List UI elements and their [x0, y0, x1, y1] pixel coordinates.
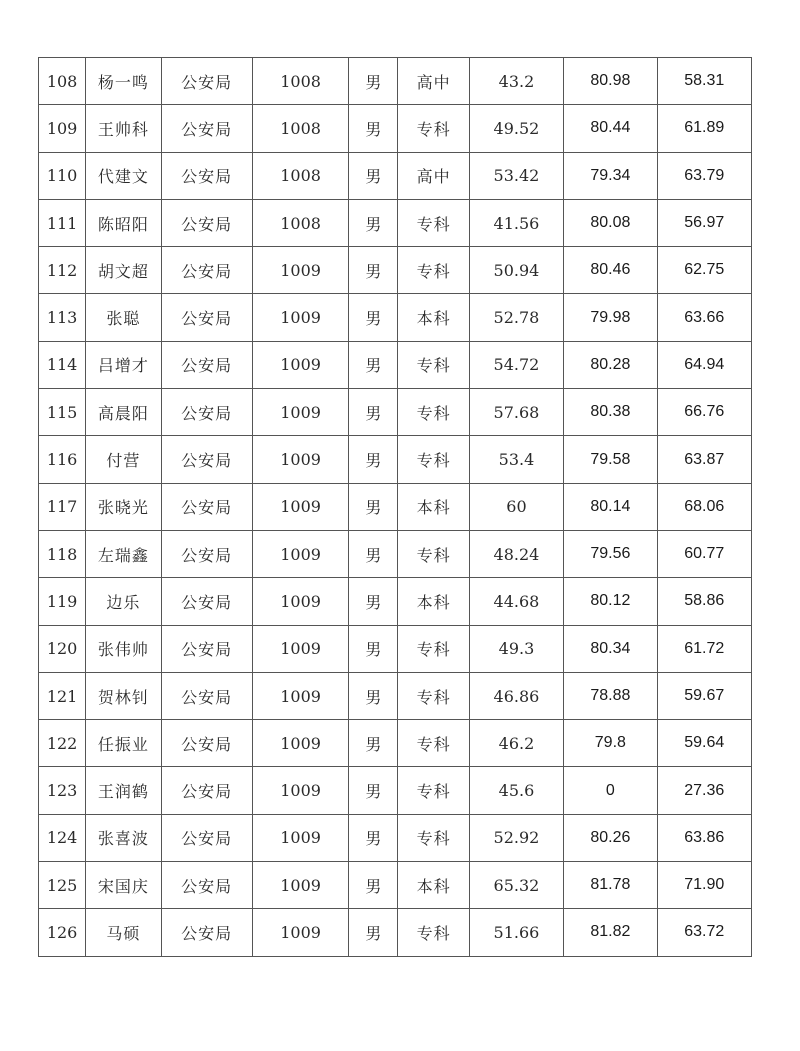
- cell-position-code: 1009: [252, 625, 348, 672]
- cell-number: 112: [39, 247, 86, 294]
- cell-number: 120: [39, 625, 86, 672]
- cell-name: 张伟帅: [86, 625, 161, 672]
- table-row: [39, 294, 752, 341]
- table-row: [39, 767, 752, 814]
- cell-name: 张聪: [86, 294, 161, 341]
- table-row: [39, 105, 752, 152]
- cell-interview-score: 80.38: [564, 389, 657, 436]
- cell-written-score: 49.52: [469, 105, 563, 152]
- cell-total-score: 56.97: [657, 199, 751, 246]
- cell-written-score: 53.4: [469, 436, 563, 483]
- cell-department: 公安局: [161, 483, 252, 530]
- cell-written-score: 65.32: [469, 862, 563, 909]
- cell-written-score: 46.2: [469, 720, 563, 767]
- cell-name: 吕增才: [86, 341, 161, 388]
- cell-name: 宋国庆: [86, 862, 161, 909]
- cell-name: 王帅科: [86, 105, 161, 152]
- cell-interview-score: 80.14: [564, 483, 657, 530]
- cell-total-score: 59.64: [657, 720, 751, 767]
- cell-gender: 男: [349, 530, 398, 577]
- cell-education: 专科: [398, 720, 469, 767]
- cell-written-score: 50.94: [469, 247, 563, 294]
- cell-total-score: 66.76: [657, 389, 751, 436]
- cell-written-score: 43.2: [469, 58, 563, 105]
- cell-gender: 男: [349, 294, 398, 341]
- cell-department: 公安局: [161, 58, 252, 105]
- table-row: [39, 436, 752, 483]
- cell-number: 108: [39, 58, 86, 105]
- cell-total-score: 58.31: [657, 58, 751, 105]
- cell-department: 公安局: [161, 199, 252, 246]
- cell-position-code: 1009: [252, 767, 348, 814]
- cell-education: 本科: [398, 483, 469, 530]
- cell-written-score: 46.86: [469, 672, 563, 719]
- cell-interview-score: 79.56: [564, 530, 657, 577]
- cell-total-score: 61.89: [657, 105, 751, 152]
- cell-position-code: 1009: [252, 436, 348, 483]
- cell-department: 公安局: [161, 578, 252, 625]
- cell-number: 110: [39, 152, 86, 199]
- cell-position-code: 1009: [252, 720, 348, 767]
- cell-name: 张晓光: [86, 483, 161, 530]
- cell-name: 高晨阳: [86, 389, 161, 436]
- cell-department: 公安局: [161, 814, 252, 861]
- cell-interview-score: 79.8: [564, 720, 657, 767]
- cell-position-code: 1009: [252, 294, 348, 341]
- cell-position-code: 1008: [252, 105, 348, 152]
- table-row: [39, 152, 752, 199]
- cell-total-score: 60.77: [657, 530, 751, 577]
- cell-name: 胡文超: [86, 247, 161, 294]
- cell-gender: 男: [349, 199, 398, 246]
- cell-number: 122: [39, 720, 86, 767]
- cell-number: 124: [39, 814, 86, 861]
- table-row: [39, 814, 752, 861]
- table-row: [39, 341, 752, 388]
- table-row: [39, 578, 752, 625]
- cell-interview-score: 80.08: [564, 199, 657, 246]
- cell-interview-score: 79.34: [564, 152, 657, 199]
- cell-total-score: 63.86: [657, 814, 751, 861]
- cell-department: 公安局: [161, 767, 252, 814]
- cell-gender: 男: [349, 578, 398, 625]
- cell-number: 126: [39, 909, 86, 956]
- cell-total-score: 63.72: [657, 909, 751, 956]
- cell-department: 公安局: [161, 625, 252, 672]
- cell-education: 专科: [398, 909, 469, 956]
- cell-number: 113: [39, 294, 86, 341]
- cell-position-code: 1009: [252, 578, 348, 625]
- cell-position-code: 1009: [252, 389, 348, 436]
- table-row: [39, 625, 752, 672]
- cell-written-score: 57.68: [469, 389, 563, 436]
- cell-written-score: 51.66: [469, 909, 563, 956]
- cell-gender: 男: [349, 105, 398, 152]
- table-row: [39, 58, 752, 105]
- cell-position-code: 1009: [252, 814, 348, 861]
- cell-interview-score: 80.46: [564, 247, 657, 294]
- cell-written-score: 41.56: [469, 199, 563, 246]
- cell-gender: 男: [349, 152, 398, 199]
- cell-department: 公安局: [161, 720, 252, 767]
- cell-education: 专科: [398, 436, 469, 483]
- table-row: [39, 483, 752, 530]
- cell-written-score: 52.78: [469, 294, 563, 341]
- cell-gender: 男: [349, 909, 398, 956]
- cell-education: 高中: [398, 152, 469, 199]
- cell-total-score: 63.66: [657, 294, 751, 341]
- cell-gender: 男: [349, 814, 398, 861]
- cell-interview-score: 81.78: [564, 862, 657, 909]
- cell-written-score: 45.6: [469, 767, 563, 814]
- cell-name: 杨一鸣: [86, 58, 161, 105]
- cell-interview-score: 0: [564, 767, 657, 814]
- table-row: [39, 720, 752, 767]
- cell-name: 左瑞鑫: [86, 530, 161, 577]
- cell-gender: 男: [349, 767, 398, 814]
- cell-position-code: 1009: [252, 247, 348, 294]
- cell-interview-score: 80.26: [564, 814, 657, 861]
- cell-number: 117: [39, 483, 86, 530]
- table-row: [39, 862, 752, 909]
- cell-department: 公安局: [161, 105, 252, 152]
- cell-position-code: 1008: [252, 199, 348, 246]
- cell-number: 111: [39, 199, 86, 246]
- cell-name: 陈昭阳: [86, 199, 161, 246]
- cell-education: 专科: [398, 814, 469, 861]
- cell-education: 专科: [398, 530, 469, 577]
- cell-position-code: 1008: [252, 58, 348, 105]
- cell-total-score: 59.67: [657, 672, 751, 719]
- cell-number: 116: [39, 436, 86, 483]
- cell-department: 公安局: [161, 672, 252, 719]
- cell-interview-score: 80.12: [564, 578, 657, 625]
- cell-department: 公安局: [161, 389, 252, 436]
- cell-total-score: 27.36: [657, 767, 751, 814]
- cell-name: 张喜波: [86, 814, 161, 861]
- cell-interview-score: 81.82: [564, 909, 657, 956]
- cell-department: 公安局: [161, 862, 252, 909]
- cell-department: 公安局: [161, 294, 252, 341]
- cell-name: 代建文: [86, 152, 161, 199]
- cell-number: 123: [39, 767, 86, 814]
- cell-name: 马硕: [86, 909, 161, 956]
- cell-written-score: 49.3: [469, 625, 563, 672]
- cell-department: 公安局: [161, 247, 252, 294]
- cell-gender: 男: [349, 341, 398, 388]
- cell-number: 121: [39, 672, 86, 719]
- cell-education: 本科: [398, 862, 469, 909]
- cell-written-score: 52.92: [469, 814, 563, 861]
- cell-education: 高中: [398, 58, 469, 105]
- cell-interview-score: 79.98: [564, 294, 657, 341]
- cell-gender: 男: [349, 862, 398, 909]
- cell-name: 付营: [86, 436, 161, 483]
- cell-interview-score: 80.44: [564, 105, 657, 152]
- cell-gender: 男: [349, 483, 398, 530]
- cell-gender: 男: [349, 58, 398, 105]
- cell-total-score: 63.79: [657, 152, 751, 199]
- cell-education: 专科: [398, 341, 469, 388]
- table-row: [39, 199, 752, 246]
- cell-total-score: 62.75: [657, 247, 751, 294]
- cell-gender: 男: [349, 247, 398, 294]
- cell-total-score: 58.86: [657, 578, 751, 625]
- cell-name: 贺林钊: [86, 672, 161, 719]
- cell-total-score: 68.06: [657, 483, 751, 530]
- cell-position-code: 1009: [252, 672, 348, 719]
- cell-department: 公安局: [161, 436, 252, 483]
- cell-number: 109: [39, 105, 86, 152]
- cell-gender: 男: [349, 625, 398, 672]
- cell-education: 专科: [398, 767, 469, 814]
- cell-total-score: 71.90: [657, 862, 751, 909]
- cell-education: 本科: [398, 578, 469, 625]
- cell-number: 125: [39, 862, 86, 909]
- cell-interview-score: 80.98: [564, 58, 657, 105]
- cell-education: 专科: [398, 389, 469, 436]
- score-table: [38, 57, 752, 957]
- table-row: [39, 672, 752, 719]
- cell-position-code: 1008: [252, 152, 348, 199]
- cell-position-code: 1009: [252, 909, 348, 956]
- table-row: [39, 247, 752, 294]
- cell-written-score: 53.42: [469, 152, 563, 199]
- cell-written-score: 48.24: [469, 530, 563, 577]
- cell-position-code: 1009: [252, 862, 348, 909]
- cell-gender: 男: [349, 672, 398, 719]
- cell-interview-score: 80.28: [564, 341, 657, 388]
- cell-gender: 男: [349, 436, 398, 483]
- cell-total-score: 61.72: [657, 625, 751, 672]
- cell-education: 专科: [398, 199, 469, 246]
- cell-position-code: 1009: [252, 341, 348, 388]
- table-body: [39, 58, 752, 957]
- table-row: [39, 389, 752, 436]
- cell-number: 118: [39, 530, 86, 577]
- cell-written-score: 44.68: [469, 578, 563, 625]
- cell-interview-score: 79.58: [564, 436, 657, 483]
- cell-written-score: 60: [469, 483, 563, 530]
- cell-name: 边乐: [86, 578, 161, 625]
- cell-education: 专科: [398, 105, 469, 152]
- cell-number: 115: [39, 389, 86, 436]
- cell-department: 公安局: [161, 530, 252, 577]
- table-row: [39, 909, 752, 956]
- cell-department: 公安局: [161, 152, 252, 199]
- cell-interview-score: 78.88: [564, 672, 657, 719]
- cell-number: 119: [39, 578, 86, 625]
- cell-name: 王润鹤: [86, 767, 161, 814]
- cell-position-code: 1009: [252, 483, 348, 530]
- cell-department: 公安局: [161, 341, 252, 388]
- cell-education: 专科: [398, 672, 469, 719]
- cell-gender: 男: [349, 720, 398, 767]
- cell-education: 专科: [398, 247, 469, 294]
- cell-education: 本科: [398, 294, 469, 341]
- cell-written-score: 54.72: [469, 341, 563, 388]
- table-row: [39, 530, 752, 577]
- cell-department: 公安局: [161, 909, 252, 956]
- cell-gender: 男: [349, 389, 398, 436]
- cell-total-score: 63.87: [657, 436, 751, 483]
- cell-interview-score: 80.34: [564, 625, 657, 672]
- cell-number: 114: [39, 341, 86, 388]
- cell-position-code: 1009: [252, 530, 348, 577]
- cell-total-score: 64.94: [657, 341, 751, 388]
- cell-name: 任振业: [86, 720, 161, 767]
- cell-education: 专科: [398, 625, 469, 672]
